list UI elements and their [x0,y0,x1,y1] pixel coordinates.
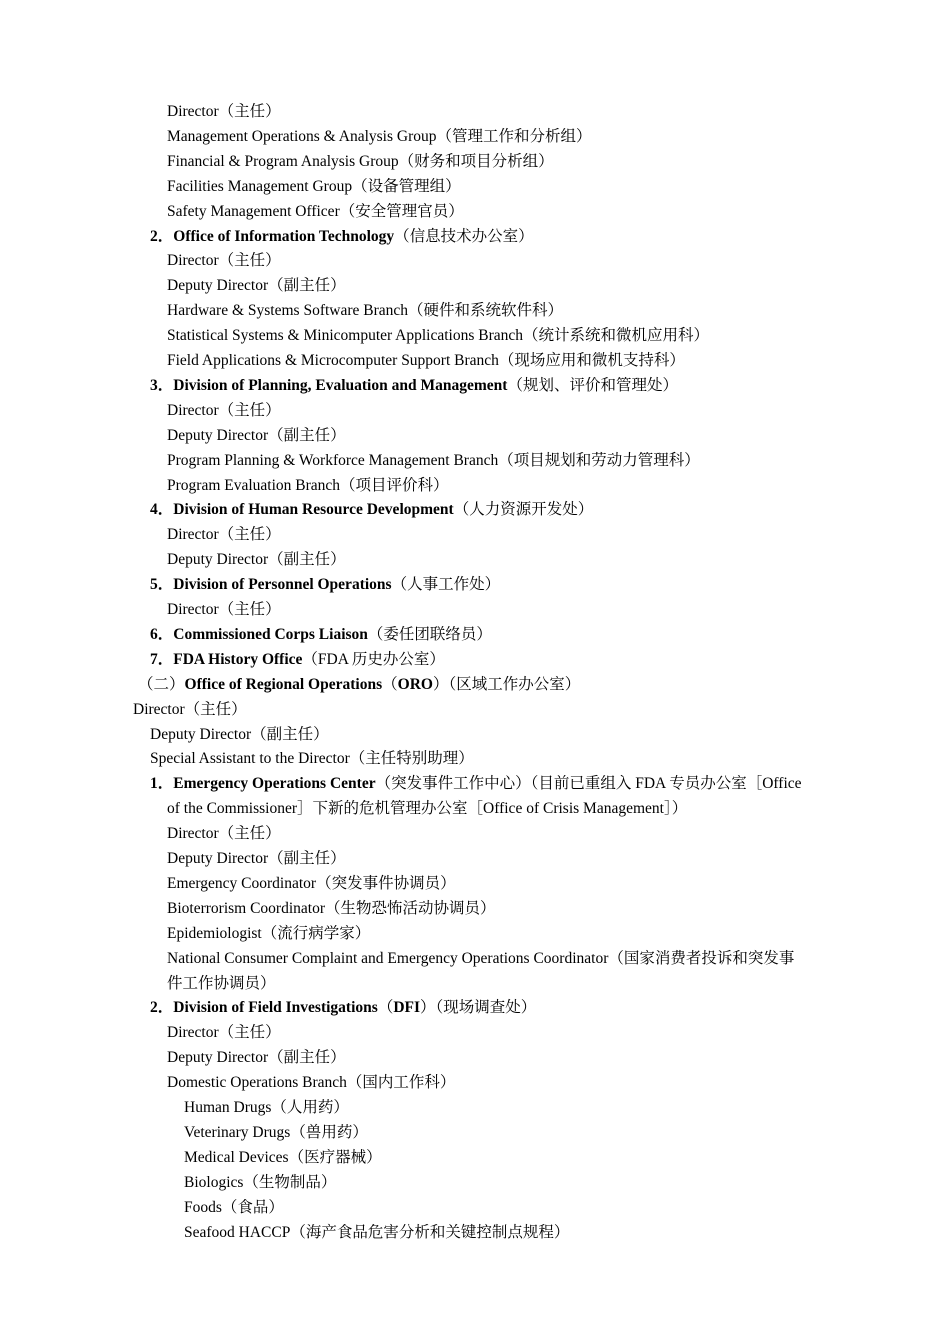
document-line [167,202,464,222]
document-line [167,874,456,894]
document-line [167,849,346,869]
document-line [150,774,802,794]
line-text: Deputy Director（副主任） [167,277,346,295]
document-line [150,575,500,595]
document-line [167,401,281,421]
line-text: Facilities Management Group（设备管理组） [167,177,461,195]
line-bold: Division of Field Investigations [173,999,378,1017]
line-text: Deputy Director（副主任） [167,551,346,569]
document-line [167,799,687,819]
document-line [167,251,281,271]
line-num: 5． [150,576,174,594]
line-text: Director（主任） [167,1024,281,1042]
document-line [150,650,445,670]
line-text: Bioterrorism Coordinator（生物恐怖活动协调员） [167,899,496,917]
line-num: 4． [150,501,174,519]
document-line [167,550,346,570]
line-text: Safety Management Officer（安全管理官员） [167,202,464,220]
document-line [150,500,593,520]
document-line [167,276,346,296]
document-line [150,227,534,247]
line-text: Biologics（生物制品） [184,1173,337,1191]
line-text: Director（主任） [167,526,281,544]
document-line [184,1173,336,1193]
line-rest: （突发事件工作中心）（目前已重组入 FDA 专员办公室［Office [375,775,802,793]
document-line [138,675,580,695]
line-rest: （信息技术办公室） [394,227,534,245]
line-pre: （二） [138,675,185,693]
document-line [150,749,474,769]
line-text: Deputy Director（副主任） [167,850,346,867]
document-line [184,1123,368,1143]
line-num: 3． [150,376,174,394]
line-text: Epidemiologist（流行病学家） [167,924,371,942]
document-line [167,177,461,197]
document-line [167,351,685,371]
line-bold: Office of Information Technology [173,227,395,245]
line-mid: （ [377,999,394,1017]
document-line [167,525,281,545]
line-text: Domestic Operations Branch（国内工作科） [167,1074,456,1092]
line-rest: （规划、评价和管理处） [507,376,678,394]
line-rest: （人事工作处） [391,576,501,594]
line-text: Field Applications & Microcomputer Support Branch（现场应用和微机支持科） [167,352,685,369]
line-text: Deputy Director（副主任） [167,1049,346,1067]
document-line [167,1023,281,1043]
line-num: 1． [150,775,174,793]
line-text: Director（主任） [167,401,281,419]
document-line [167,1048,346,1068]
line-text: Program Evaluation Branch（项目评价科） [167,476,449,494]
line-bold: Office of Regional Operations [184,675,383,693]
line-text: Emergency Coordinator（突发事件协调员） [167,874,456,892]
document-line [184,1098,349,1118]
line-bold: Commissioned Corps Liaison [173,625,368,643]
line-rest: （委任团联络员） [367,625,492,643]
line-text: Management Operations & Analysis Group（管理工作和分析组） [167,127,592,145]
line-num: 2． [150,227,174,245]
document-line [167,949,794,969]
line-text: Veterinary Drugs（兽用药） [184,1123,368,1141]
line-num: 2． [150,999,174,1017]
document-line [184,1223,569,1243]
line-text: 件工作协调员） [167,974,276,992]
document-line [167,426,346,446]
line-text: of the Commissioner］下新的危机管理办公室［Office of Crisis Management］） [167,800,688,818]
line-text: Deputy Director（副主任） [167,426,346,444]
line-text: Medical Devices（医疗器械） [184,1148,382,1166]
document-line [167,974,276,994]
line-rest: ）（区域工作办公室） [432,675,581,693]
document-line [167,824,281,844]
line-text: Deputy Director（副主任） [150,725,329,743]
line-mid: （ [382,675,398,693]
line-rest: ）（现场调查处） [420,999,537,1017]
line-bold: Division of Planning, Evaluation and Management [173,376,508,394]
line-bold: Emergency Operations Center [173,775,376,793]
line-text: Special Assistant to the Director（主任特别助理） [150,750,474,768]
line-num: 7． [150,650,174,668]
document-line [150,376,678,396]
line-bold2: ORO [397,675,433,693]
line-bold: Division of Human Resource Development [173,501,454,519]
document-line [150,625,492,645]
line-text: Director（主任） [167,252,281,270]
line-text: Program Planning & Workforce Management Branch（项目规划和劳动力管理科） [167,451,700,469]
line-text: Hardware & Systems Software Branch（硬件和系统软件科） [167,302,564,320]
line-text: Statistical Systems & Minicomputer Applications Branch（统计系统和微机应用科） [167,327,710,345]
line-text: National Consumer Complaint and Emergency Operations Coordinator（国家消费者投诉和突发事 [167,949,795,967]
document-line [150,725,329,745]
line-text: Financial & Program Analysis Group（财务和项目分析组） [167,152,554,170]
line-text: Human Drugs（人用药） [184,1099,349,1116]
document-line [184,1148,382,1168]
document-line [167,451,700,471]
line-text: Director（主任） [133,700,247,718]
line-rest: （人力资源开发处） [453,501,594,519]
line-text: Seafood HACCP（海产食品危害分析和关键控制点规程） [184,1223,570,1241]
line-text: Director（主任） [167,601,281,618]
document-line [167,924,370,944]
document-line [167,600,281,620]
document-line [167,301,563,321]
document-line [184,1198,284,1218]
document-line [167,152,554,172]
document-line [167,1073,455,1093]
document-line [167,476,449,496]
document-line [167,326,709,346]
document-line [167,899,496,919]
line-rest: （FDA 历史办公室） [302,650,445,668]
line-bold2: DFI [393,999,421,1017]
line-bold: Division of Personnel Operations [173,576,392,594]
line-bold: FDA History Office [173,650,303,668]
document-line [167,102,281,122]
line-text: Foods（食品） [184,1198,284,1216]
line-num: 6． [150,625,174,643]
document-line [150,998,536,1018]
document-line [133,700,247,720]
document-line [167,127,591,147]
line-text: Director（主任） [167,825,281,843]
line-text: Director（主任） [167,103,281,120]
